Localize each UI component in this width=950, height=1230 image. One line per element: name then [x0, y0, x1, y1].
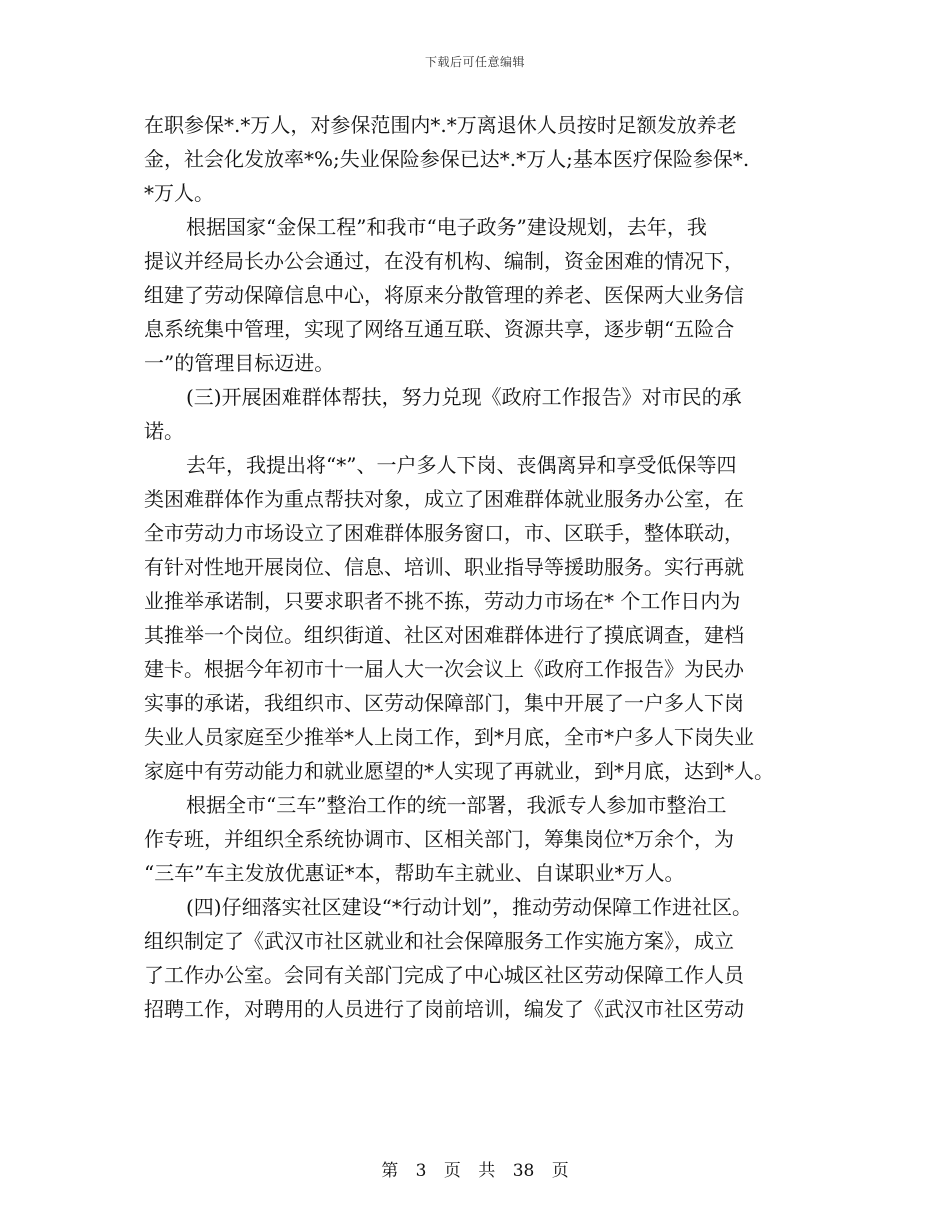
text-line: 诺。 [144, 419, 184, 443]
text-line: 业推举承诺制，只要求职者不挑不拣，劳动力市场在* 个工作日内为 [144, 589, 741, 613]
text-line: 全市劳动力市场设立了困难群体服务窗口，市、区联手，整体联动， [144, 521, 744, 545]
page-label-unit: 页 [443, 1161, 461, 1181]
text-line: 作专班，并组织全系统协调市、区相关部门，筹集岗位*万余个，为 [144, 827, 734, 851]
page-label-suffix: 页 [551, 1161, 569, 1181]
text-line: 失业人员家庭至少推举*人上岗工作，到*月底，全市*户多人下岗失业 [144, 725, 754, 749]
document-body [144, 108, 844, 1026]
text-line: 组织制定了《武汉市社区就业和社会保障服务工作实施方案》，成立 [144, 929, 734, 953]
page-header: 下载后可任意编辑 [424, 55, 525, 69]
page-label-prefix: 第 [381, 1161, 399, 1181]
page-footer [0, 1156, 950, 1181]
paragraph-start-line: 根据国家“金保工程”和我市“电子政务”建设规划，去年，我 [186, 215, 707, 239]
text-line: 家庭中有劳动能力和就业愿望的*人实现了再就业，到*月底，达到*人。 [144, 759, 774, 783]
paragraph-start-line: 根据全市“三车”整治工作的统一部署，我派专人参加市整治工 [186, 793, 727, 817]
text-line: 金，社会化发放率*%;失业保险参保已达*.*万人;基本医疗保险参保*. [144, 147, 750, 171]
text-line: 招聘工作，对聘用的人员进行了岗前培训，编发了《武汉市社区劳动 [144, 997, 744, 1021]
text-line: 在职参保*.*万人，对参保范围内*.*万离退休人员按时足额发放养老 [144, 113, 737, 137]
text-line: 实事的承诺，我组织市、区劳动保障部门，集中开展了一户多人下岗 [144, 691, 744, 715]
text-line: 了工作办公室。会同有关部门完成了中心城区社区劳动保障工作人员 [144, 963, 744, 987]
section-heading-line: (四)仔细落实社区建设“*行动计划”，推动劳动保障工作进社区。 [186, 895, 753, 919]
text-line: 一”的管理目标迈进。 [144, 351, 335, 375]
text-line: 组建了劳动保障信息中心，将原来分散管理的养老、医保两大业务信 [144, 283, 744, 307]
text-line: “三车”车主发放优惠证*本，帮助车主就业、自谋职业*万人。 [144, 861, 685, 885]
text-line: 有针对性地开展岗位、信息、培训、职业指导等援助服务。实行再就 [144, 555, 744, 579]
text-line: 息系统集中管理，实现了网络互通互联、资源共享，逐步朝“五险合 [144, 317, 735, 341]
total-page-count: 38 [512, 1161, 535, 1181]
current-page-number: 3 [415, 1161, 427, 1181]
section-heading-line: (三)开展困难群体帮扶，努力兑现《政府工作报告》对市民的承 [186, 385, 742, 409]
text-line: *万人。 [144, 181, 214, 205]
text-line: 提议并经局长办公会通过，在没有机构、编制，资金困难的情况下， [144, 249, 744, 273]
text-line: 建卡。根据今年初市十一届人大一次会议上《政府工作报告》为民办 [144, 657, 744, 681]
page-label-total-word: 共 [478, 1161, 496, 1181]
paragraph-start-line: 去年，我提出将“*”、一户多人下岗、丧偶离异和享受低保等四 [186, 453, 737, 477]
text-line: 其推举一个岗位。组织街道、社区对困难群体进行了摸底调查，建档 [144, 623, 744, 647]
text-line: 类困难群体作为重点帮扶对象，成立了困难群体就业服务办公室，在 [144, 487, 744, 511]
